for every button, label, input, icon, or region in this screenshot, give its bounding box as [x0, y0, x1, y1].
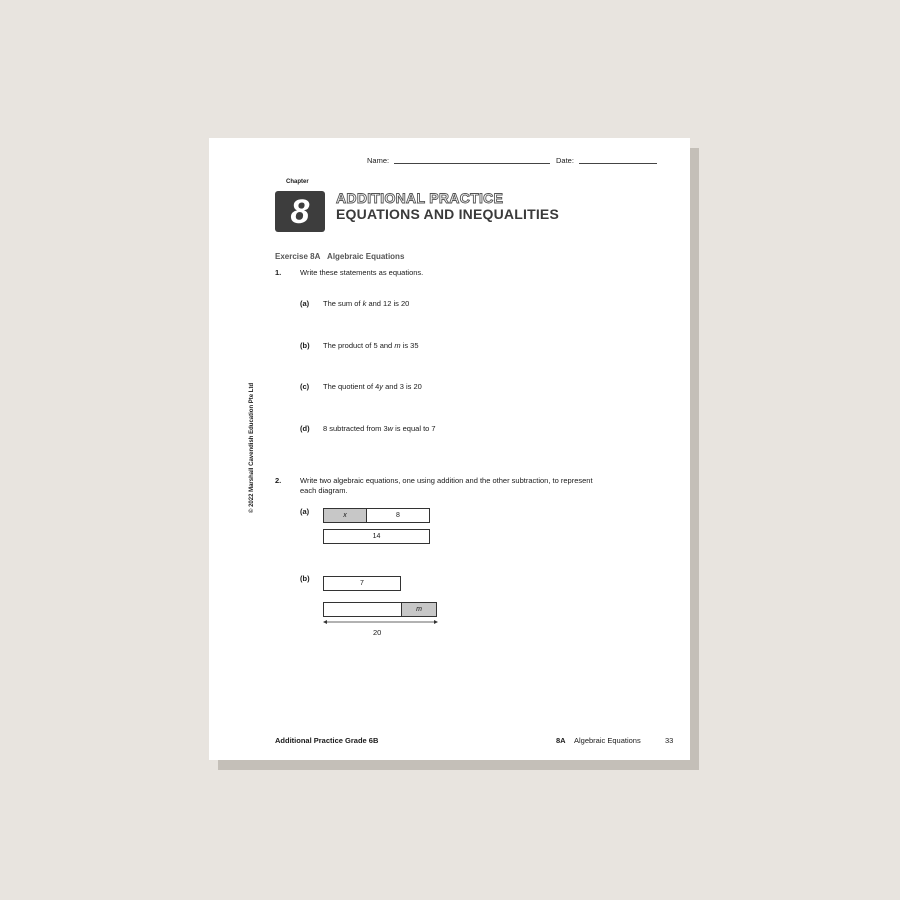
bar-model-unknown-x: x: [323, 508, 367, 523]
total-length-arrow: [322, 617, 439, 627]
question-1-text: Write these statements as equations.: [300, 268, 424, 277]
q2-part-b-label: (b): [300, 574, 310, 583]
exercise-number: Exercise 8A: [275, 252, 321, 261]
q1-part-d-text: 8 subtracted from 3w is equal to 7: [323, 424, 436, 433]
date-line: [579, 163, 657, 164]
bar-model-total-14: 14: [323, 529, 430, 544]
footer-book-title: Additional Practice Grade 6B: [275, 736, 379, 745]
question-2-text-line2: each diagram.: [300, 486, 348, 495]
question-2-number: 2.: [275, 476, 282, 485]
q1-part-c-label: (c): [300, 382, 310, 391]
footer-section: 8A: [556, 736, 566, 745]
q1-part-a-label: (a): [300, 299, 310, 308]
total-length-label: 20: [373, 628, 382, 637]
date-label: Date:: [556, 156, 574, 165]
question-1-number: 1.: [275, 268, 282, 277]
bar-model-part-8: 8: [366, 508, 430, 523]
q1-part-d-label: (d): [300, 424, 310, 433]
bar-model-unknown-m: m: [401, 602, 437, 617]
q1-part-a-text: The sum of k and 12 is 20: [323, 299, 410, 308]
page-title: EQUATIONS AND INEQUALITIES: [336, 206, 559, 222]
name-line: [394, 163, 550, 164]
name-label: Name:: [367, 156, 390, 165]
exercise-heading: [275, 252, 404, 261]
question-2-text-line1: Write two algebraic equations, one using addition and the other subtraction, to represent: [300, 476, 593, 485]
bar-model-empty: [323, 602, 402, 617]
q1-part-b-label: (b): [300, 341, 310, 350]
copyright-notice: © 2022 Marshall Cavendish Education Pte Ltd: [249, 382, 255, 513]
chapter-label: Chapter: [286, 179, 309, 185]
q2-part-a-label: (a): [300, 507, 310, 516]
page-number: 33: [665, 736, 674, 745]
page-title-line1: ADDITIONAL PRACTICE: [336, 190, 504, 206]
exercise-topic: Algebraic Equations: [327, 252, 405, 261]
bar-model-part-7: 7: [323, 576, 401, 591]
chapter-number: 8: [275, 191, 325, 232]
q1-part-b-text: The product of 5 and m is 35: [323, 341, 419, 350]
q1-part-c-text: The quotient of 4y and 3 is 20: [323, 382, 422, 391]
worksheet-page: [209, 138, 690, 760]
footer-section-title: Algebraic Equations: [574, 736, 641, 745]
